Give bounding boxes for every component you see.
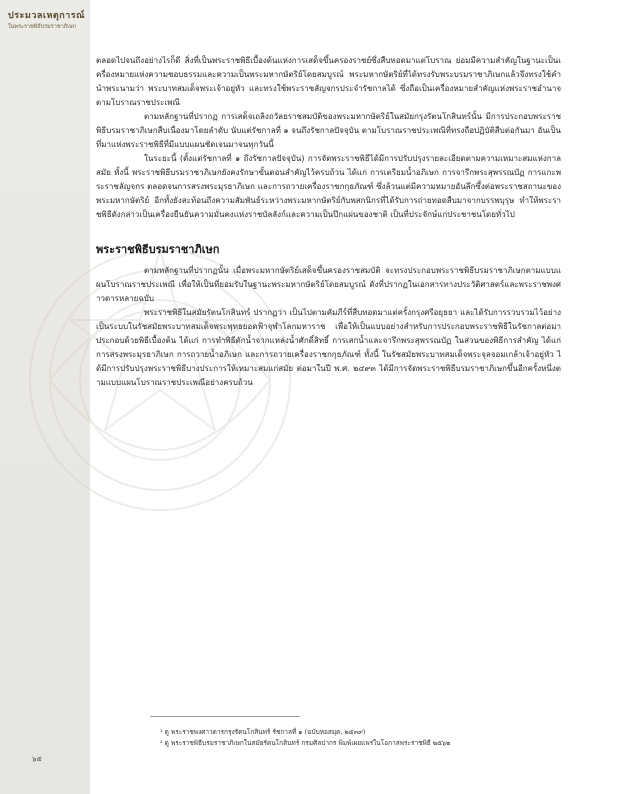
body-paragraph: ตามหลักฐานที่ปรากฏนั้น เมื่อพระมหากษัตริย์เสด็จขึ้นครองราชสมบัติ จะทรงประกอบพระราชพิธีบรมราชาภิเษกตามแบบแผนโบราณราชประเพณี เพื่อให้เป็นที่ยอมรับในฐานะพระมหากษัตริย์โดยสมบูรณ์ ดังที่ปรากฏในเอกสารทางประวัติศาสตร์และพระราชพงศาวดารหลายฉบับ (96, 266, 561, 303)
body-paragraph: ตามหลักฐานที่ปรากฏ การเสด็จเถลิงถวัลยราชสมบัติของพระมหากษัตริย์ในสมัยกรุงรัตนโกสินทร์นั้น มีการประกอบพระราชพิธีบรมราชาภิเษกสืบเนื่องมาโดยลำดับ นับแต่รัชกาลที่ ๑ จนถึงรัชกาลปัจจุบัน ตามโบราณราชประเพณีที่ทรงถือปฏิบัติสืบต่อกันมา อันเป็นที่มาแห่งพระราชพิธีที่มีแบบแผนชัดเจนมาจนทุกวันนี้ (96, 112, 561, 149)
body-paragraph: ตลอดไปจนถึงอย่างไรก็ดี สิ่งที่เป็นพระราชพิธีเบื้องต้นแห่งการเสด็จขึ้นครองราชย์ซึ่งสืบทอดมาแต่โบราณ ย่อมมีความสำคัญในฐานะเป็นเครื่องหมายแห่งความชอบธรรมและความเป็นพระมหากษัตริย์โดยสมบูรณ์ พระมหากษัตริย์ที่ได้ทรงรับพระบรมราชาภิเษกแล้วจึงทรงใช้คำนำพระนามว่า พระบาทสมเด็จพระเจ้าอยู่หัว และทรงใช้พระราชลัญจกรประจำรัชกาลได้ ซึ่งถือเป็นเครื่องหมายสำคัญแห่งพระราชอำนาจตามโบราณราชประเพณี (96, 56, 561, 107)
page-header (8, 8, 118, 31)
body-paragraph: ในระยะนี้ (ตั้งแต่รัชกาลที่ ๑ ถึงรัชกาลปัจจุบัน) การจัดพระราชพิธีได้มีการปรับปรุงรายละเอียดตามความเหมาะสมแห่งกาลสมัย ทั้งนี้ พระราชพิธีบรมราชาภิเษกยังคงรักษาขั้นตอนสำคัญไว้ครบถ้วน ได้แก่ การเตรียมน้ำอภิเษก การจารึกพระสุพรรณบัฏ การแกะพระราชลัญจกร ตลอดจนการสรงพระมุรธาภิเษก และการถวายเครื่องราชกกุธภัณฑ์ ซึ่งล้วนแต่มีความหมายอันลึกซึ้งต่อพระราชสถานะของพระมหากษัตริย์ อีกทั้งยังสะท้อนถึงความสัมพันธ์ระหว่างพระมหากษัตริย์กับพสกนิกรที่ได้รับการถ่ายทอดสืบมาจากบรรพบุรุษ ทำให้พระราชพิธีดังกล่าวเป็นเครื่องยืนยันความมั่นคงแห่งราชบัลลังก์และความเป็นปึกแผ่นของชาติ เป็นที่ประจักษ์แก่ประชาชนโดยทั่วไป (96, 154, 561, 219)
footnotes (160, 716, 560, 749)
left-margin-band (0, 0, 90, 794)
header-title: ประมวลเหตุการณ์ (8, 11, 85, 21)
main-body (96, 54, 561, 390)
header-subtitle: ในพระราชพิธีบรมราชาภิเษก (8, 24, 77, 30)
footnote-divider (150, 716, 300, 717)
page-number: ๖๕ (32, 755, 42, 763)
section-heading: พระราชพิธีบรมราชาภิเษก (96, 243, 220, 256)
footnote: ² ดู พระราชพิธีบรมราชาภิเษกในสมัยรัตนโกสินทร์ กรมศิลปากร พิมพ์เผยแพร่ในโอกาสพระราชพิธี ๒๕๖๒ (160, 739, 451, 747)
body-paragraph: พระราชพิธีในสมัยรัตนโกสินทร์ ปรากฏว่า เป็นไปตามคัมภีร์ที่สืบทอดมาแต่ครั้งกรุงศรีอยุธยา และได้รับการรวบรวมไว้อย่างเป็นระบบในรัชสมัยพระบาทสมเด็จพระพุทธยอดฟ้าจุฬาโลกมหาราช เพื่อให้เป็นแบบอย่างสำหรับการประกอบพระราชพิธีในรัชกาลต่อมา ประกอบด้วยพิธีเบื้องต้น ได้แก่ การทำพิธีตักน้ำจากแหล่งน้ำศักดิ์สิทธิ์ การเสกน้ำและจารึกพระสุพรรณบัฏ ในส่วนของพิธีการสำคัญ ได้แก่ การสรงพระมุรธาภิเษก การถวายน้ำอภิเษก และการถวายเครื่องราชกกุธภัณฑ์ ทั้งนี้ ในรัชสมัยพระบาทสมเด็จพระจุลจอมเกล้าเจ้าอยู่หัว ได้มีการปรับปรุงพระราชพิธีบางประการให้เหมาะสมแก่สมัย ต่อมาในปี พ.ศ. ๒๔๙๓ ได้มีการจัดพระราชพิธีบรมราชาภิเษกขึ้นอีกครั้งหนึ่งตามแบบแผนโบราณราชประเพณีอย่างครบถ้วน (96, 308, 561, 387)
footnote: ¹ ดู พระราชพงศาวดารกรุงรัตนโกสินทร์ รัชกาลที่ ๑ (ฉบับหอสมุด, ๒๕๓๙) (160, 728, 366, 736)
